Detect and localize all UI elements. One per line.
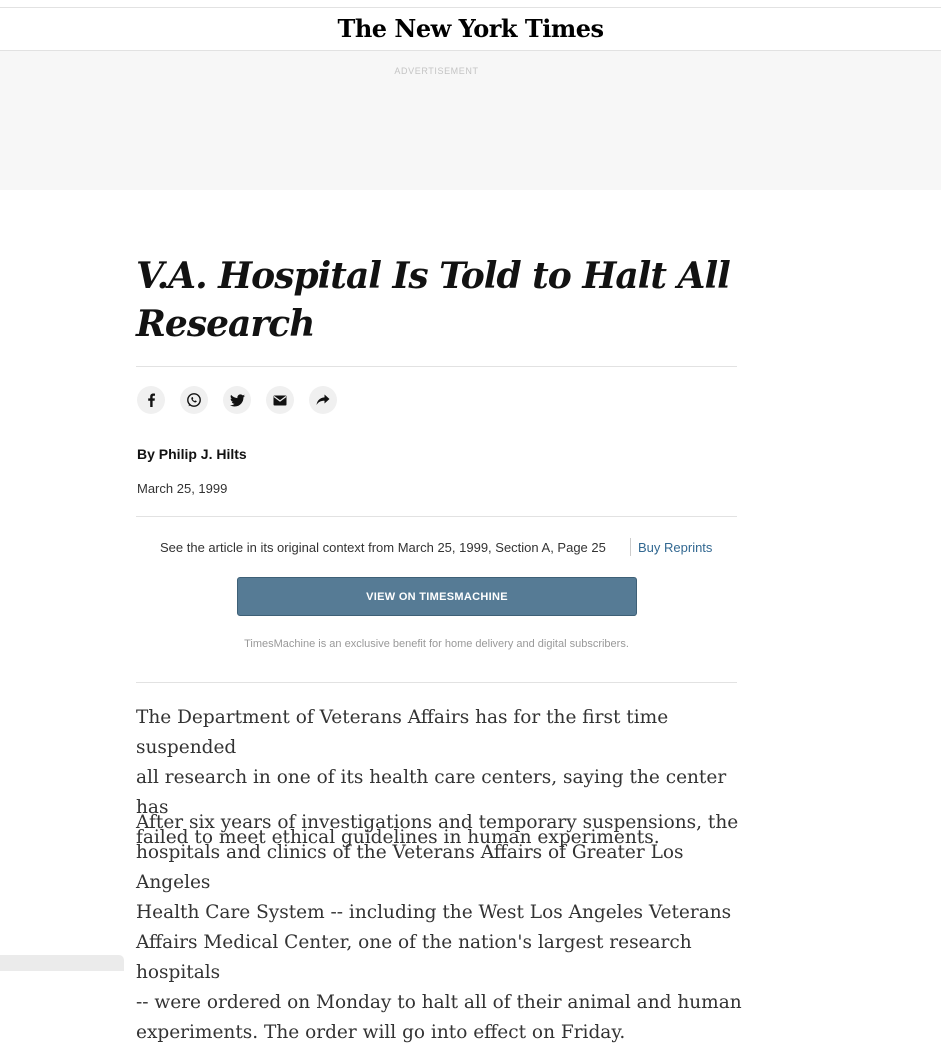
paragraph-line: all research in one of its health care centers, saying the center has: [136, 767, 727, 818]
buy-reprints-link[interactable]: Buy Reprints: [638, 540, 713, 555]
share-more-button[interactable]: [309, 386, 337, 414]
timesmachine-note: TimesMachine is an exclusive benefit for home delivery and digital subscribers.: [244, 638, 629, 650]
twitter-icon: [230, 394, 245, 407]
share-twitter-button[interactable]: [223, 386, 251, 414]
body-divider: [136, 682, 737, 683]
whatsapp-icon: [186, 392, 202, 408]
headline-divider: [136, 366, 737, 367]
advertisement-slot: [0, 51, 941, 190]
facebook-icon: [145, 393, 157, 407]
headline-line-1: V.A. Hospital Is Told to Halt All: [136, 255, 730, 297]
share-facebook-button[interactable]: [137, 386, 165, 414]
meta-divider: [136, 516, 737, 517]
article-date: March 25, 1999: [137, 481, 228, 496]
paragraph-line: After six years of investigations and temporary suspensions, the: [136, 812, 739, 833]
timesmachine-button-label: VIEW ON TIMESMACHINE: [366, 590, 508, 603]
paragraph-line: experiments. The order will go into effect on Friday.: [136, 1022, 626, 1043]
nyt-logo[interactable]: The New York Times: [337, 14, 604, 43]
bottom-toolbar-tab[interactable]: [0, 955, 124, 971]
paragraph-line: Health Care System -- including the West Los Angeles Veterans: [136, 902, 732, 923]
share-email-button[interactable]: [266, 386, 294, 414]
share-arrow-icon: [316, 394, 330, 406]
email-icon: [273, 395, 287, 406]
context-separator: [630, 538, 631, 556]
share-whatsapp-button[interactable]: [180, 386, 208, 414]
article-headline: [136, 252, 736, 348]
article-paragraph: [136, 808, 746, 1048]
paragraph-line: -- were ordered on Monday to halt all of their animal and human: [136, 992, 742, 1013]
paragraph-line: Affairs Medical Center, one of the nation's largest research hospitals: [136, 932, 692, 983]
paragraph-line: The Department of Veterans Affairs has for the first time suspended: [136, 707, 669, 758]
paragraph-line: failed to meet ethical guidelines in human experiments.: [136, 827, 660, 848]
advertisement-label: ADVERTISEMENT: [394, 66, 479, 76]
view-on-timesmachine-button[interactable]: [237, 577, 637, 616]
masthead: [0, 8, 941, 51]
original-context-text: See the article in its original context from March 25, 1999, Section A, Page 25: [160, 540, 606, 555]
article-byline: By Philip J. Hilts: [137, 446, 247, 462]
headline-line-2: Research: [136, 303, 315, 345]
paragraph-line: hospitals and clinics of the Veterans Affairs of Greater Los Angeles: [136, 842, 684, 893]
